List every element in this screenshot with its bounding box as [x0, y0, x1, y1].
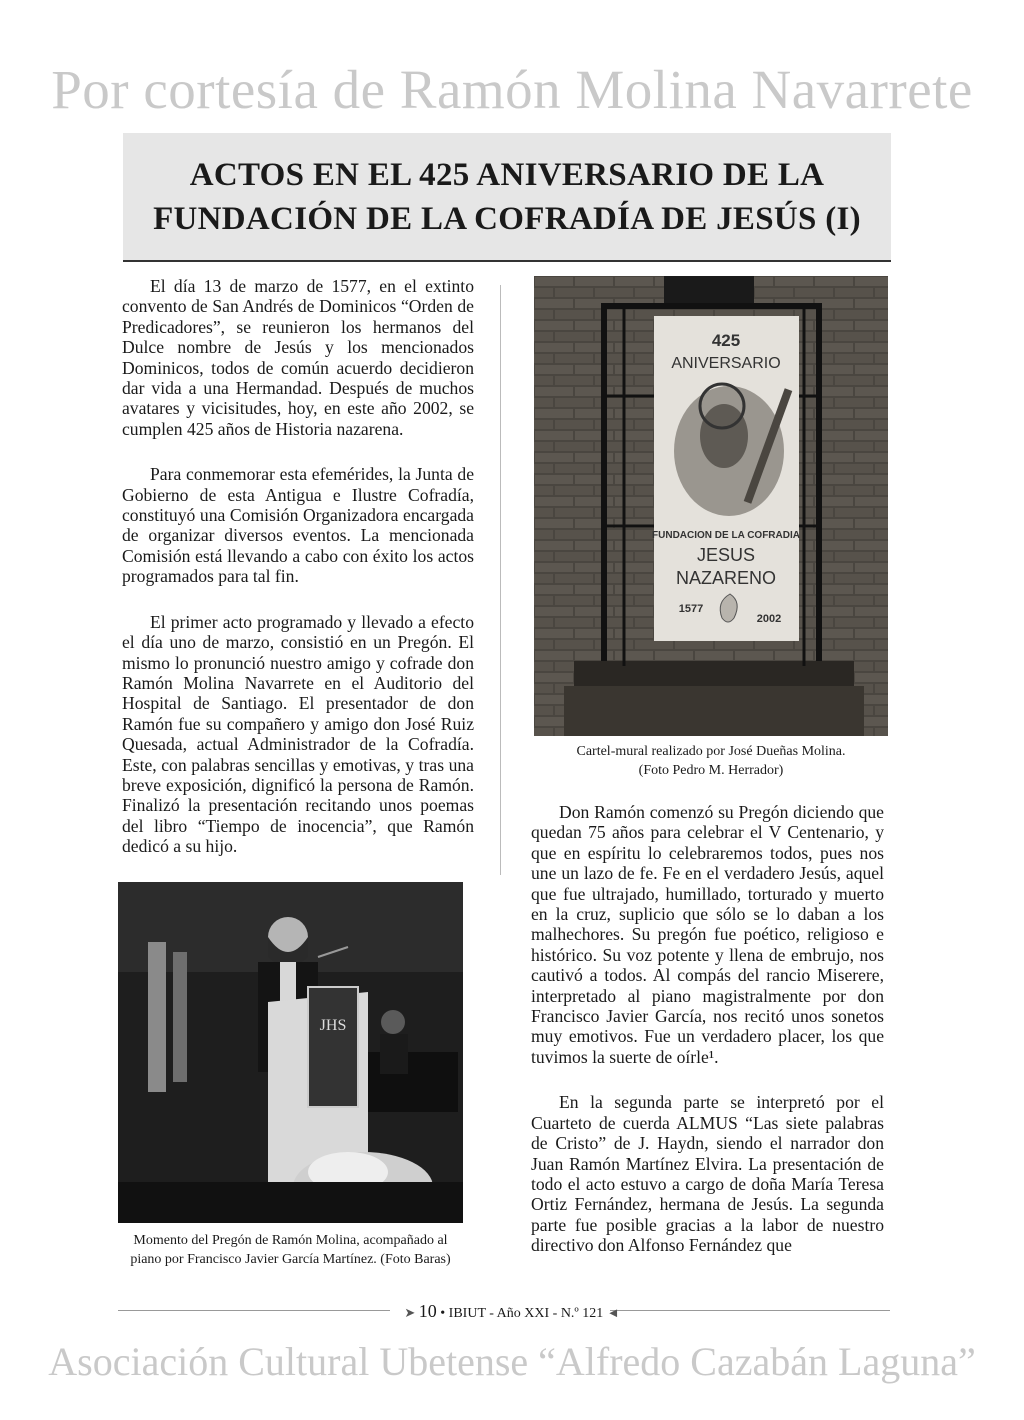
footer-arrow-right-icon: ➤	[404, 1305, 416, 1320]
pregon-photo-illustration	[118, 882, 463, 1223]
lectern-monogram: JHS	[319, 1017, 347, 1034]
title-line-2: FUNDACIÓN DE LA COFRADÍA DE JESÚS (I)	[153, 200, 861, 237]
left-column-text	[122, 276, 474, 882]
caption-line: piano por Francisco Javier García Martínez. (Foto Baras)	[130, 1252, 451, 1267]
banner-number: 425	[711, 331, 741, 350]
footer-arrow-left-icon: ◄	[606, 1305, 620, 1320]
banner-line-4: NAZARENO	[675, 568, 777, 588]
watermark-bottom: Asociación Cultural Ubetense “Alfredo Cazabán Laguna”	[48, 1339, 976, 1384]
publication-year: Año XXI	[496, 1306, 550, 1321]
paragraph: Don Ramón comenzó su Pregón diciendo que quedan 75 años para celebrar el V Centenario, y que en espíritu lo celebraremos todos, pues nos une un lazo de fe. Fe en el verdadero Jesús, aquel que fue ultrajado, humillado, torturado y muerto en la cruz, suplicio que sólo se lo daban a los malhechores. Su pregón fue poético, religioso e histórico. Su voz potente y llena de embrujo, nos cautivó a todos. Al compás del rancio Miserere, interpretado al piano magistralmente por don Francisco Javier García, nos recitó unos sonetos muy emotivos. Fue un verdadero placer, los que tuvimos la suerte de oírle¹.	[531, 802, 884, 1067]
column-divider	[500, 285, 501, 875]
right-column-text	[531, 802, 884, 1281]
caption-line: Momento del Pregón de Ramón Molina, acompañado al	[133, 1233, 448, 1248]
pregon-photo	[118, 882, 463, 1223]
paragraph: El día 13 de marzo de 1577, en el extinto convento de San Andrés de Dominicos “Orden de Predicadores”, se reunieron los hermanos del Dulce nombre de Jesús y los mencionados Dominicos, todos de común acuerdo decidieron dar vida a una Hermandad. Después de muchos avatares y vicisitudes, hoy, en este año 2002, se cumplen 425 años de Historia nazarena.	[122, 276, 474, 439]
page-number: 10	[418, 1301, 437, 1321]
paragraph: Para conmemorar esta efemérides, la Junta de Gobierno de esta Antigua e Ilustre Cofradía, constituyó una Comisión Organizadora encargada de organizar diversos eventos. La mencionada Comisión está llevando a cabo con éxito los actos programados para tal fin.	[122, 464, 474, 587]
watermark-top: Por cortesía de Ramón Molina Navarrete	[51, 59, 973, 120]
banner-line-3: JESUS	[696, 545, 756, 565]
banner-photo-illustration	[534, 276, 888, 736]
banner-line-2: FUNDACION DE LA COFRADIA	[652, 530, 800, 541]
article-title	[153, 153, 861, 241]
issue-number: N.º 121	[560, 1306, 604, 1321]
banner-line-1: ANIVERSARIO	[671, 355, 781, 372]
banner-photo-caption	[534, 742, 888, 780]
pregon-photo-caption	[118, 1231, 463, 1269]
banner-year-end: 2002	[756, 613, 782, 625]
title-line-1: ACTOS EN EL 425 ANIVERSARIO DE LA	[189, 156, 825, 193]
banner-year-start: 1577	[678, 603, 704, 615]
article-title-box	[123, 133, 891, 262]
publication-name: IBIUT	[448, 1306, 486, 1321]
page-footer: ➤ 10 • IBIUT - Año XXI - N.º 121 ◄	[404, 1301, 620, 1321]
paragraph: El primer acto programado y llevado a efecto el día uno de marzo, consistió en un Pregón. El mismo lo pronunció nuestro amigo y cofrade don Ramón Molina Navarrete en el Auditorio del Hospital de Santiago. El presentador de don Ramón fue su compañero y amigo don José Ruiz Quesada, actual Administrador de la Cofradía. Este, con palabras sencillas y emotivas, y tras una breve exposición, dignificó la persona de Ramón. Finalizó la presentación recitando unos poemas del libro “Tiempo de inocencia”, que Ramón dedicó a su hijo.	[122, 611, 474, 857]
banner-photo	[534, 276, 888, 736]
caption-line: (Foto Pedro M. Herrador)	[638, 763, 784, 778]
caption-line: Cartel-mural realizado por José Dueñas Molina.	[576, 744, 846, 759]
paragraph: En la segunda parte se interpretó por el Cuarteto de cuerda ALMUS “Las siete palabras de Cristo” de J. Haydn, siendo el narrador don Juan Ramón Martínez Elvira. La presentación de todo el acto estuvo a cargo de doña María Teresa Ortiz Fernández, hermana de Jesús. La segunda parte fue posible gracias a la labor de nuestro directivo don Alfonso Fernández que	[531, 1092, 884, 1256]
